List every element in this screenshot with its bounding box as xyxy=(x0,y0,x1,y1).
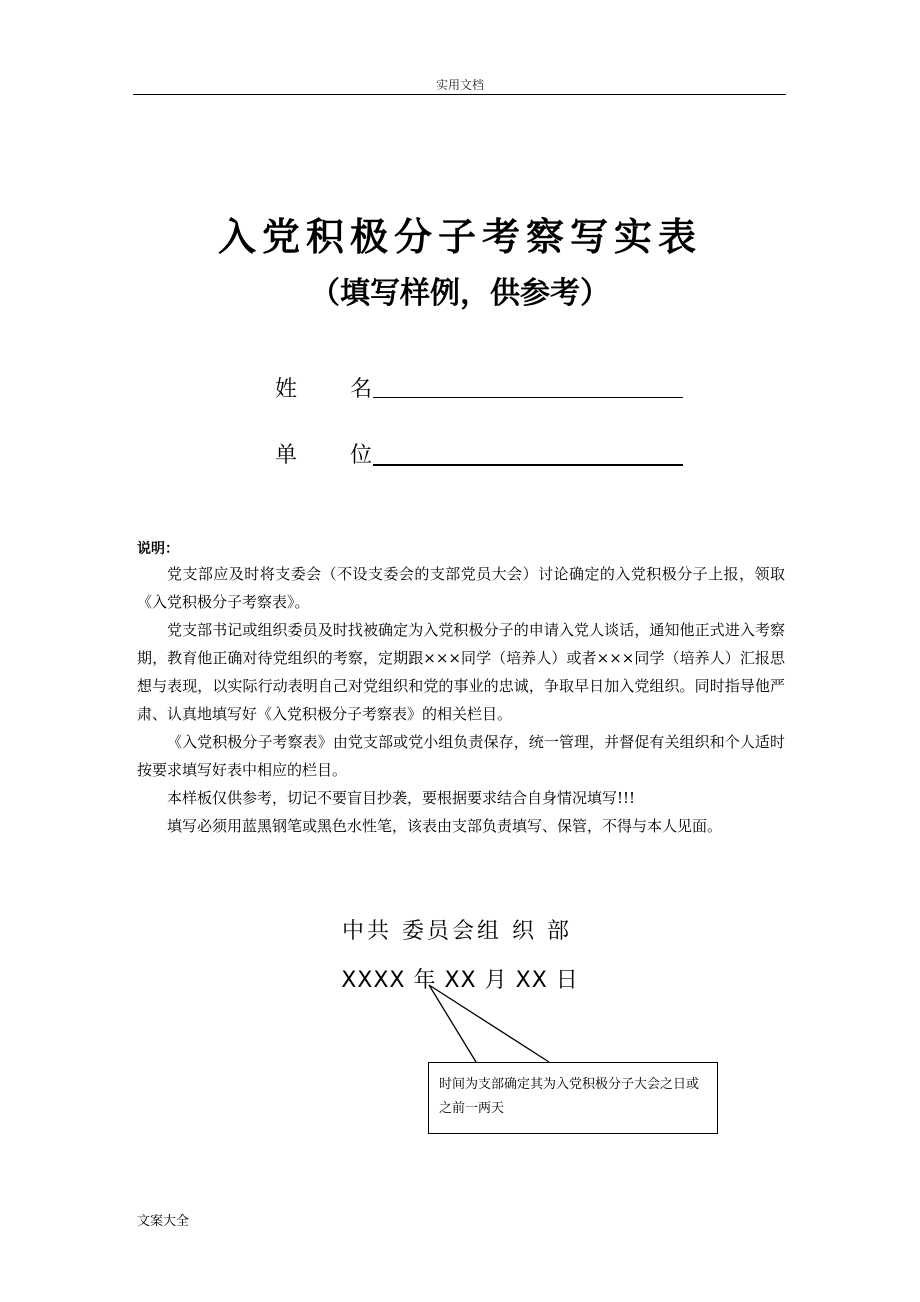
callout-pointer-lines xyxy=(429,985,549,1062)
notes-title: 说明： xyxy=(137,541,179,557)
unit-label-char-2: 位 xyxy=(350,443,373,468)
notes-paragraph: 填写必须用蓝黑钢笔或黑色水性笔，该表由支部负责填写、保管，不得与本人见面。 xyxy=(167,817,723,835)
callout-note-box xyxy=(428,1062,718,1134)
callout-note-text: 时间为支部确定其为入党积极分子大会之日或之前一两天 xyxy=(439,1077,700,1116)
issuing-organization: 中共 委员会组 织 部 xyxy=(342,919,572,944)
notes-paragraph: 本样板仅供参考，切记不要盲目抄袭，要根据要求结合自身情况填写!!! xyxy=(167,789,636,807)
notes-paragraph: 党支部应及时将支委会（不设支委会的支部党员大会）讨论确定的入党积极分子上报，领取《入党积极分子考察表》。 xyxy=(137,565,785,611)
name-label-char-1: 姓 xyxy=(275,377,298,402)
page-footer-text: 文案大全 xyxy=(137,1214,190,1229)
page-header-text: 实用文档 xyxy=(435,78,484,92)
document-subtitle: （填写样例，供参考） xyxy=(310,276,610,311)
notes-paragraph: 党支部书记或组织委员及时找被确定为入党积极分子的申请入党人谈话，通知他正式进入考察期，教育他正确对待党组织的考察，定期跟×××同学（培养人）或者×××同学（培养人）汇报思想与表现，以实际行动表明自己对党组织和党的事业的忠诚，争取早日加入党组织。同时指导他严肃、认真地填写好《入党积极分子考察表》的相关栏目。 xyxy=(137,621,785,723)
unit-label-char-1: 单 xyxy=(275,443,298,468)
issue-date: XXXX 年 XX 月 XX 日 xyxy=(341,968,579,993)
name-label-char-2: 名 xyxy=(350,377,373,402)
document-title: 入党积极分子考察写实表 xyxy=(217,215,702,259)
notes-paragraph: 《入党积极分子考察表》由党支部或党小组负责保存，统一管理，并督促有关组织和个人适时按要求填写好表中相应的栏目。 xyxy=(137,733,785,779)
